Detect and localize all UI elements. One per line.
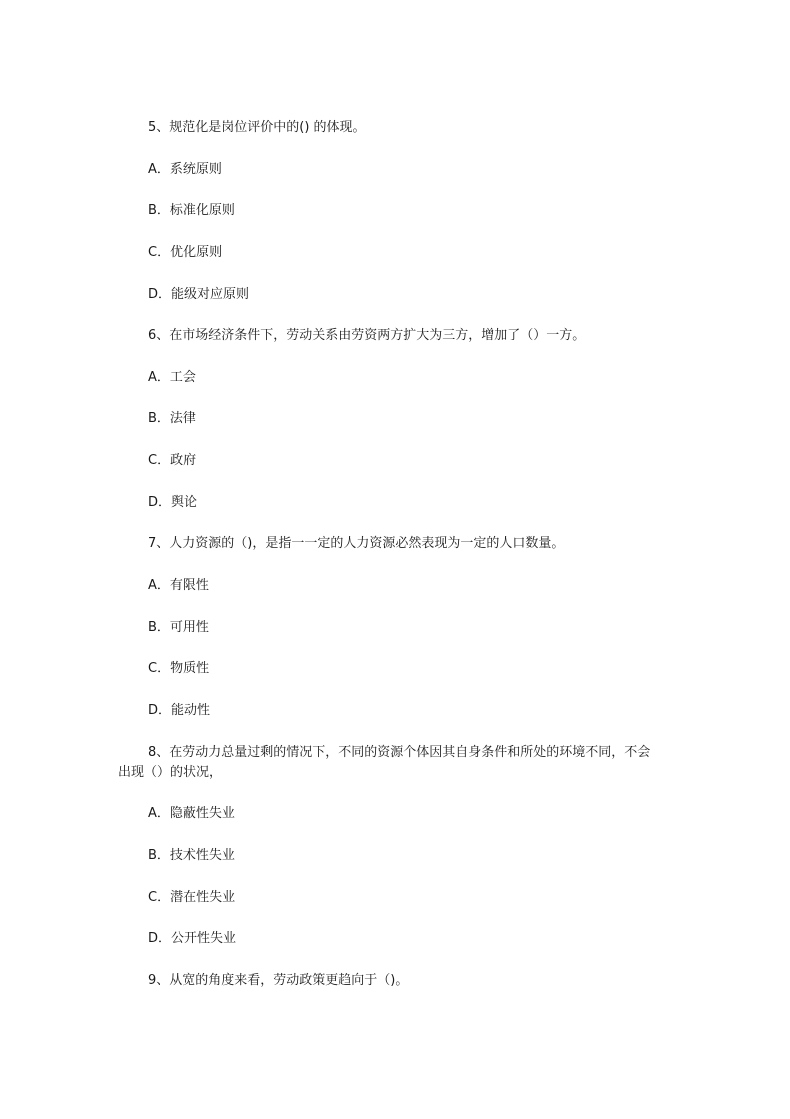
question-8-option-c: C．潜在性失业: [148, 890, 236, 905]
question-6-option-d: D．舆论: [148, 495, 198, 510]
question-7-option-a: A．有限性: [148, 578, 209, 593]
question-8-stem: 8、在劳动力总量过剩的情况下，不同的资源个体因其自身条件和所处的环境不同，不会出现（）的状况，: [118, 745, 651, 780]
question-6-option-a: A．工会: [148, 370, 196, 385]
question-7-stem: 7、人力资源的（)，是指一一定的人力资源必然表现为一定的人口数量。: [148, 536, 565, 551]
question-7-option-c: C．物质性: [148, 661, 210, 676]
question-5-option-a: A．系统原则: [148, 162, 222, 177]
question-5-option-b: B．标准化原则: [148, 203, 235, 218]
question-6-option-b: B．法律: [148, 411, 196, 426]
question-7-option-d: D．能动性: [148, 703, 211, 718]
question-6-option-c: C．政府: [148, 453, 197, 468]
question-8-option-d: D．公开性失业: [148, 931, 237, 946]
question-5-option-d: D．能级对应原则: [148, 287, 250, 302]
question-8-option-a: A．隐蔽性失业: [148, 806, 235, 821]
question-7-option-b: B．可用性: [148, 620, 209, 635]
question-9-stem: 9、从宽的角度来看，劳动政策更趋向于（)。: [148, 973, 409, 988]
question-5-option-c: C．优化原则: [148, 245, 223, 260]
question-8-option-b: B．技术性失业: [148, 848, 235, 863]
question-5-stem: 5、规范化是岗位评价中的() 的体现。: [148, 120, 366, 135]
question-6-stem: 6、在市场经济条件下，劳动关系由劳资两方扩大为三方，增加了（）一方。: [148, 328, 586, 343]
